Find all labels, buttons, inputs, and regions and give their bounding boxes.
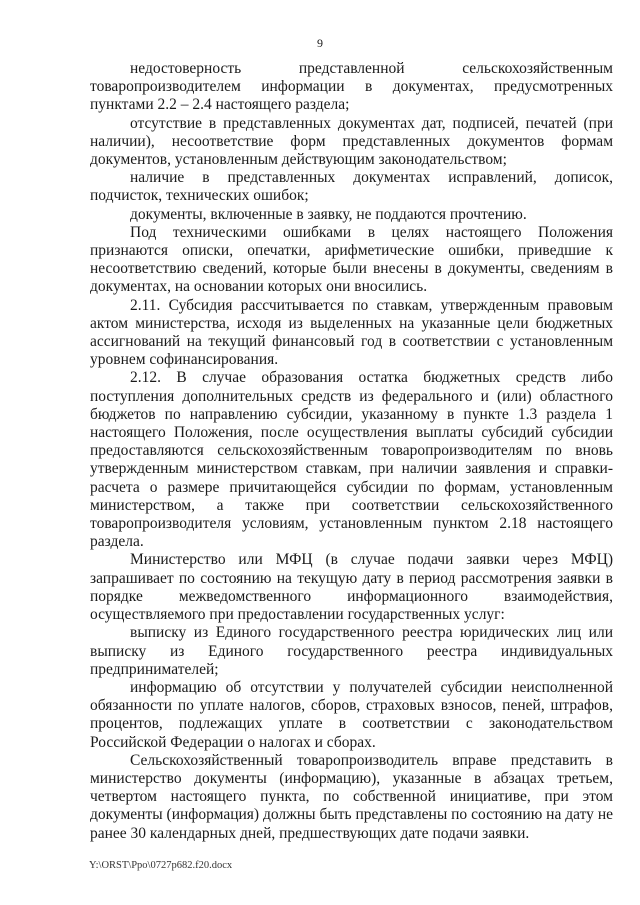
paragraph: Под техническими ошибками в целях настоящего Положения признаются описки, опечатки, арифметические ошибки, приведшие к несоответствию сведений, которые были внесены в документы, сведениям в документах, на основании которых они вносились. [90,223,613,296]
paragraph: информацию об отсутствии у получателей субсидии неисполненной обязанности по уплате налогов, сборов, страховых взносов, пеней, штрафов, процентов, подлежащих уплате в соответствии с законодательством Российской Федерации о налогах и сборах. [90,678,613,751]
paragraph: отсутствие в представленных документах дат, подписей, печатей (при наличии), несоответствие форм представленных документов формам документов, установленным действующим законодательством; [90,114,613,169]
paragraph: Сельскохозяйственный товаропроизводитель вправе представить в министерство документы (информацию), указанные в абзацах третьем, четвертом настоящего пункта, по собственной инициативе, при этом документы (информация) должны быть представлены по состоянию на дату не ранее 30 календарных дней, предшествующих дате подачи заявки. [90,751,613,842]
paragraph: 2.11. Субсидия рассчитывается по ставкам, утвержденным правовым актом министерства, исходя из выделенных на указанные цели бюджетных ассигнований на текущий финансовый год в соответствии с установленным уровнем софинансирования. [90,296,613,369]
paragraph: 2.12. В случае образования остатка бюджетных средств либо поступления дополнительных средств из федерального и (или) областного бюджетов по направлению субсидии, указанному в пункте 1.3 раздела 1 настоящего Положения, после осуществления выплаты субсидий субсидии предоставляются сельскохозяйственным товаропроизводителям по вновь утвержденным министерством ставкам, при наличии заявления и справки-расчета о размере причитающейся субсидии по формам, установленным министерством, а также при соответствии сельскохозяйственного товаропроизводителя условиям, установленным пунктом 2.18 настоящего раздела. [90,369,613,551]
paragraph: Министерство или МФЦ (в случае подачи заявки через МФЦ) запрашивает по состоянию на текущую дату в период рассмотрения заявки в порядке межведомственного информационного взаимодействия, осуществляемого при предоставлении государственных услуг: [90,551,613,624]
footer-file-path: Y:\ORST\Ppo\0727p682.f20.docx [89,860,233,871]
paragraph: выписку из Единого государственного реестра юридических лиц или выписку из Единого государственного реестра индивидуальных предпринимателей; [90,624,613,678]
paragraph: документы, включенные в заявку, не поддаются прочтению. [130,205,527,223]
document-body [90,60,613,843]
paragraph: наличие в представленных документах исправлений, дописок, подчисток, технических ошибок; [90,169,613,205]
paragraph: недостоверность представленной сельскохозяйственным товаропроизводителем информации в документах, предусмотренных пунктами 2.2 – 2.4 настоящего раздела; [90,60,613,114]
page-number: 9 [317,36,323,50]
